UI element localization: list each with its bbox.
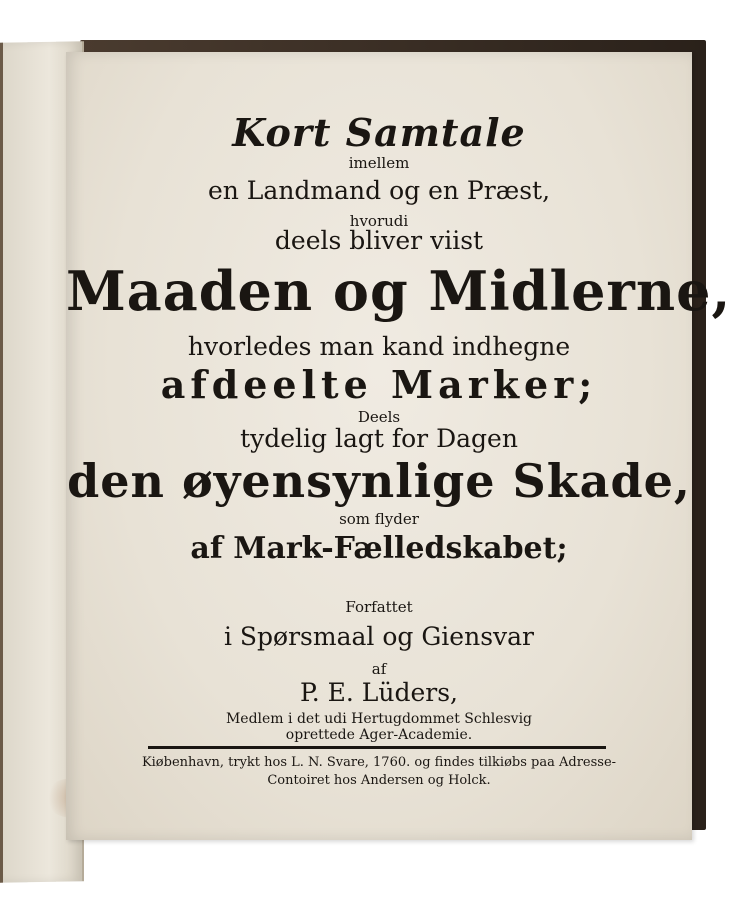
title-page-text [66, 52, 732, 840]
author-line: P. E. Lüders, [299, 678, 459, 707]
affiliation-line: oprettede Ager-Academie. [285, 727, 473, 743]
imprint-line: Kiøbenhavn, trykt hos L. N. Svare, 1760. og findes tilkiøbs paa Adresse- [141, 755, 617, 770]
headline-line: den øyensynlige Skade, [67, 454, 691, 508]
text-line: deels bliver viist [274, 226, 484, 255]
text-line: som flyder [339, 510, 419, 528]
headline-line: af Mark-Fælledskabet; [190, 531, 568, 566]
page-edge [0, 43, 3, 883]
text-line: hvorledes man kand indhegne [187, 332, 571, 361]
text-line: tydelig lagt for Dagen [240, 424, 518, 453]
text-line: Forfattet [345, 598, 413, 616]
text-line: af [371, 660, 387, 678]
text-line: en Landmand og en Præst, [207, 176, 551, 205]
headline-line: afdeelte Marker; [160, 362, 598, 407]
title-line: Kort Samtale [232, 110, 526, 155]
text-line: i Spørsmaal og Giensvar [223, 622, 535, 651]
affiliation-line: Medlem i det udi Hertugdommet Schlesvig [225, 711, 533, 727]
headline-line: Maaden og Midlerne, [66, 259, 732, 323]
text-line: Deels [357, 408, 401, 426]
imprint-line: Contoiret hos Andersen og Holck. [267, 773, 491, 788]
divider-rule [148, 746, 606, 749]
text-line: hvorudi [349, 212, 409, 230]
text-line: imellem [348, 154, 410, 172]
title-page [66, 52, 732, 840]
